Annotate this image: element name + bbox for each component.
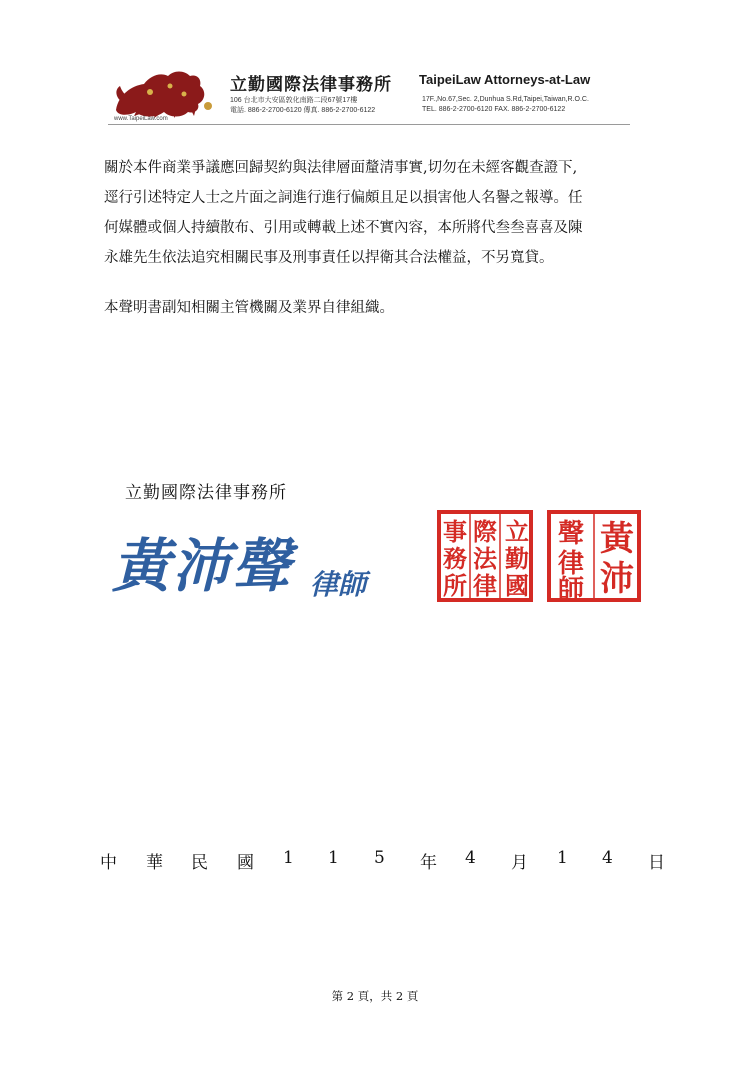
phone-fax-en: TEL. 886-2-2700-6120 FAX. 886-2-2700-6122	[422, 106, 566, 113]
seal-char: 務	[443, 544, 467, 573]
date-char: 4	[465, 848, 476, 868]
paragraph-line: 關於本件商業爭議應回歸契約與法律層面釐清事實,切勿在未經客觀查證下,	[104, 160, 578, 176]
header-divider	[108, 124, 630, 125]
address-en: 17F.,No.67,Sec. 2,Dunhua S.Rd,Taipei,Taiwan,R.O.C.	[422, 96, 589, 103]
date-char: 中	[100, 853, 117, 873]
cc-paragraph	[104, 293, 664, 323]
firm-logo	[108, 62, 218, 126]
letterhead	[108, 62, 630, 126]
date-char: 民	[191, 853, 208, 873]
signature-title: 律師	[310, 568, 367, 601]
signatory-firm-name: 立勤國際法律事務所	[125, 483, 287, 503]
date-char: 日	[648, 853, 665, 873]
date-char: 國	[237, 853, 254, 873]
seal-char: 所	[443, 571, 467, 600]
seal-char: 律	[473, 571, 497, 600]
address-zh: 106 台北市大安區敦化南路二段67號17樓	[230, 97, 358, 104]
page-number: 第 2 頁，共 2 頁	[331, 989, 419, 1003]
lawyer-signature-stamp	[112, 528, 402, 608]
date-char: 月	[511, 853, 528, 873]
seal-char: 師	[557, 575, 585, 602]
lawyer-seal	[547, 510, 641, 602]
phone-fax-zh: 電話. 886-2-2700-6120 傳真. 886-2-2700-6122	[230, 107, 376, 114]
date-char: 4	[602, 848, 613, 868]
paragraph-line: 永雄先生依法追究相關民事及刑事責任以捍衛其合法權益，不另寬貸。	[104, 250, 554, 266]
paragraph-line: 逕行引述特定人士之片面之詞進行進行偏頗且足以損害他人名譽之報導。任	[104, 190, 583, 206]
seal-char: 律	[557, 549, 585, 579]
firm-name-zh: 立勤國際法律事務所	[230, 75, 392, 95]
seal-char: 法	[473, 544, 497, 573]
paragraph-line: 何媒體或個人持續散布、引用或轉載上述不實內容，本所將代叁叁喜喜及陳	[104, 220, 583, 236]
date-char: 年	[420, 853, 437, 873]
date-char: 1	[283, 848, 294, 868]
seal-char: 事	[443, 517, 467, 546]
seal-char: 際	[473, 517, 497, 546]
date-char: 5	[374, 848, 385, 868]
seal-char: 國	[505, 571, 529, 600]
cc-line: 本聲明書副知相關主管機關及業界自律組織。	[104, 300, 394, 316]
seal-char: 勤	[505, 544, 529, 573]
statement-paragraph	[104, 153, 664, 273]
seal-char: 沛	[600, 559, 634, 599]
seal-char: 立	[505, 517, 529, 546]
seal-char: 聲	[557, 519, 585, 549]
seal-char: 黃	[600, 519, 634, 559]
document-date	[100, 848, 665, 876]
date-char: 1	[328, 848, 339, 868]
signature-name: 黃沛聲	[112, 532, 293, 600]
date-char: 華	[146, 853, 163, 873]
firm-name-en: TaipeiLaw Attorneys-at-Law	[419, 72, 591, 87]
firm-seal	[437, 510, 533, 602]
date-char: 1	[557, 848, 568, 868]
logo-url-text: www.TaipeiLaw.com	[114, 116, 168, 122]
